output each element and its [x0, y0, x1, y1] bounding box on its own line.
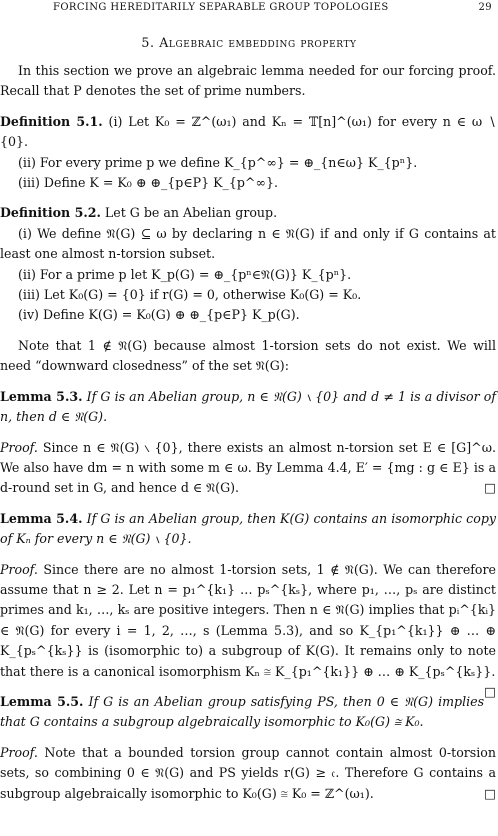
lemma-5-5-proof-heading: Proof. — [0, 744, 38, 760]
section-title: 5. Algebraic embedding property — [141, 35, 357, 50]
lemma-5-3 — [0, 387, 496, 499]
definition-5-1-heading: Definition 5.1. — [0, 113, 103, 129]
page-number: 29 — [478, 2, 492, 13]
lemma-5-4-statement: If G is an Abelian group, then K(G) contains an isomorphic copy of Kₙ for every n ∈ 𝔑(G) ∖ {0}. — [0, 510, 496, 547]
definition-5-2-item-ii: (ii) For a prime p let K_p(G) = ⊕_{pⁿ∈𝔑(G)} K_{pⁿ}. — [18, 266, 352, 282]
definition-5-2 — [0, 203, 496, 325]
running-head — [0, 0, 498, 15]
definition-5-1-item-i: (i) Let K₀ = ℤ^(ω₁) and Kₙ = 𝕋[n]^(ω₁) for every n ∈ ω ∖ {0}. — [0, 113, 496, 150]
qed-symbol: □ — [484, 480, 496, 496]
lemma-5-5-heading: Lemma 5.5. — [0, 693, 84, 709]
definition-5-2-item-i: (i) We define 𝔑(G) ⊆ ω by declaring n ∈ 𝔑(G) if and only if G contains at least one almost n-torsion subset. — [0, 225, 496, 262]
intro-paragraph: In this section we prove an algebraic lemma needed for our forcing proof. Recall that P denotes the set of prime numbers. — [0, 63, 496, 99]
qed-symbol: □ — [484, 785, 496, 801]
definition-5-1-item-ii: (ii) For every prime p we define K_{p^∞} = ⊕_{n∈ω} K_{pⁿ}. — [18, 154, 418, 170]
lemma-5-4-proof: Since there are no almost 1-torsion sets, 1 ∉ 𝔑(G). We can therefore assume that n ≥ 2. Let n = p₁^{k₁} … pₛ^{kₛ}, where p₁, …, pₛ are distinct primes and k₁, …, kₛ are positive integers. Then n ∈ 𝔑(G) implies that pᵢ^{kᵢ} ∈ 𝔑(G) for every i = 1, 2, …, s (Lemma 5.3), and so K_{p₁^{k₁}} ⊕ … ⊕ K_{pₛ^{kₛ}} is (isomorphic to) a subgroup of K(G). It remains only to note that there is a canonical isomorphism Kₙ ≅ K_{p₁^{k₁}} ⊕ … ⊕ K_{pₛ^{kₛ}}. — [0, 561, 496, 679]
lemma-5-5-statement: If G is an Abelian group satisfying PS, then 0 ∈ 𝔑(G) implies that G contains a subgroup algebraically isomorphic to K₀(G) ≅ K₀. — [0, 693, 485, 730]
note-paragraph: Note that 1 ∉ 𝔑(G) because almost 1-torsion sets do not exist. We will need “downward closedness” of the set 𝔑(G): — [0, 337, 496, 374]
definition-5-2-heading: Definition 5.2. — [0, 205, 101, 221]
definition-5-2-lead: Let G be an Abelian group. — [104, 205, 278, 221]
lemma-5-4 — [0, 509, 496, 699]
lemma-5-4-proof-heading: Proof. — [0, 561, 38, 577]
lemma-5-5 — [0, 692, 496, 804]
lemma-5-3-proof: Since n ∈ 𝔑(G) ∖ {0}, there exists an almost n-torsion set E ∈ [G]^ω. We also have dm = n with some m ∈ ω. By Lemma 4.4, E′ = {mg : g ∈ E} is a d-round set in G, and hence d ∈ 𝔑(G). — [0, 439, 496, 496]
running-head-title: FORCING HEREDITARILY SEPARABLE GROUP TOPOLOGIES — [53, 2, 389, 13]
lemma-5-3-heading: Lemma 5.3. — [0, 388, 83, 404]
definition-5-2-item-iv: (iv) Define K(G) = K₀(G) ⊕ ⊕_{p∈P} K_p(G). — [18, 307, 300, 323]
lemma-5-3-proof-heading: Proof. — [0, 439, 38, 455]
lemma-5-3-statement: If G is an Abelian group, n ∈ 𝔑(G) ∖ {0} and d ≠ 1 is a divisor of n, then d ∈ 𝔑(G). — [0, 388, 497, 425]
page-body — [0, 61, 496, 804]
qed-symbol: □ — [484, 683, 496, 699]
definition-5-1 — [0, 112, 496, 194]
lemma-5-4-heading: Lemma 5.4. — [0, 510, 83, 526]
definition-5-1-item-iii: (iii) Define K = K₀ ⊕ ⊕_{p∈P} K_{p^∞}. — [18, 175, 278, 191]
definition-5-2-item-iii: (iii) Let K₀(G) = {0} if r(G) = 0, otherwise K₀(G) = K₀. — [18, 287, 362, 303]
lemma-5-5-proof: Note that a bounded torsion group cannot contain almost 0-torsion sets, so combining 0 ∈ 𝔑(G) and PS yields r(G) ≥ 𝔠. Therefore G contains a subgroup algebraically isomorphic to K₀(G) ≅ K₀ = ℤ^(ω₁). — [0, 744, 496, 801]
